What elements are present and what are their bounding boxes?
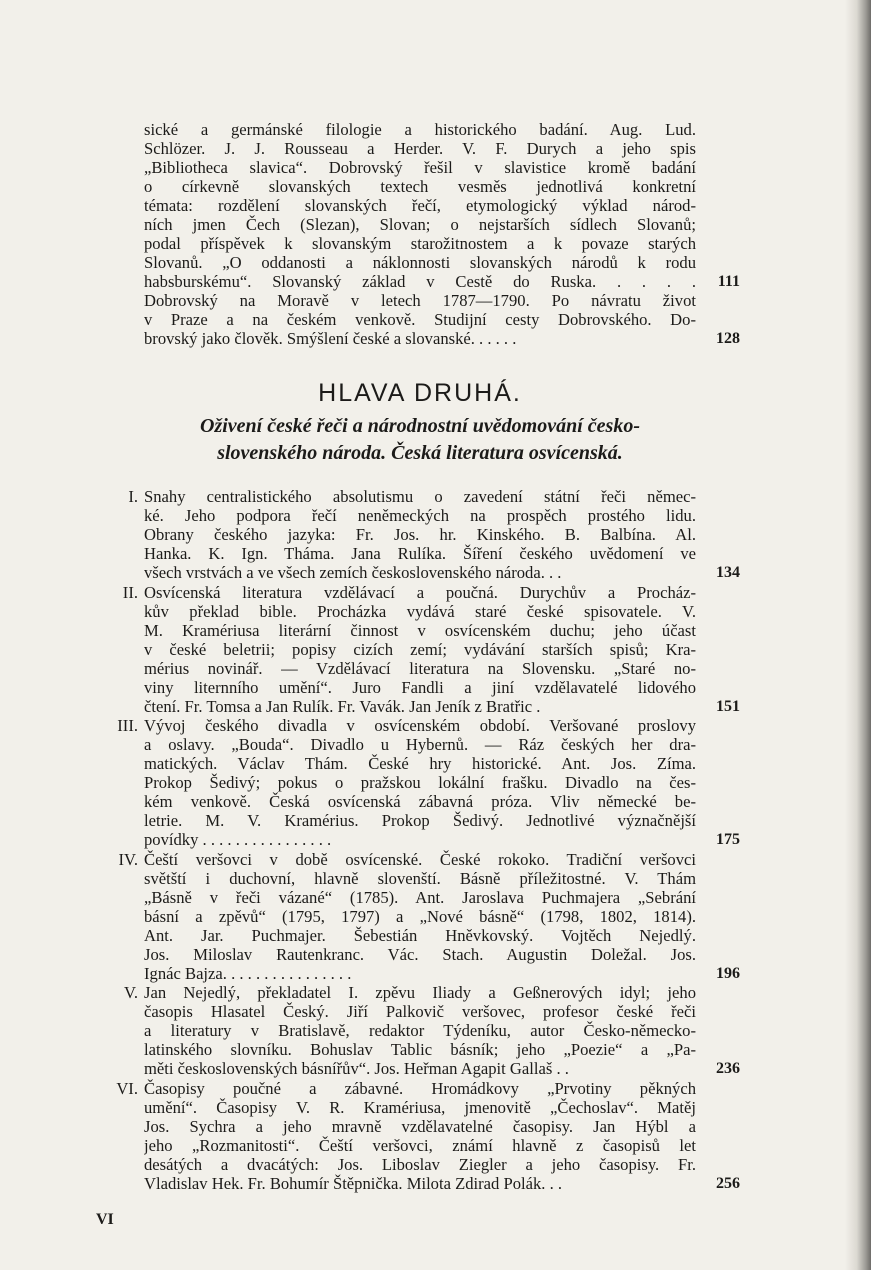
section-line: Ant. Jar. Puchmajer. Šebestián Hněvkovský. Vojtěch Nejedlý. xyxy=(144,926,696,945)
page-reference: 236 xyxy=(716,1060,740,1077)
section-line: a literatury v Bratislavě, redaktor Týdeníku, autor Česko-německo- xyxy=(144,1021,696,1040)
section-line: Vladislav Hek. Fr. Bohumír Štěpnička. Milota Zdirad Polák. . . xyxy=(144,1174,563,1193)
section-line: a oslavy. „Bouda“. Divadlo u Hybernů. — Ráz českých her dra- xyxy=(144,735,696,754)
section-line: Hanka. K. Ign. Tháma. Jana Rulíka. Šíření českého uvědomení ve xyxy=(144,544,696,563)
chapter-subtitle-line: Oživení české řeči a národnostní uvědomování česko- xyxy=(200,415,640,437)
page-reference: 128 xyxy=(716,330,740,347)
intro-line: „Bibliotheca slavica“. Dobrovský řešil v slavistice kromě badání xyxy=(144,158,696,177)
section-line: kův překlad bible. Procházka vydává staré české spisovatele. V. xyxy=(144,602,696,621)
section-line: Vývoj českého divadla v osvícenském období. Veršované proslovy xyxy=(144,716,696,735)
section-line: Jos. Sychra a jeho mravně vzdělavatelné časopisy. Jan Hýbl a xyxy=(144,1117,696,1136)
page-reference: 134 xyxy=(716,564,740,581)
section-line: viny liternního umění“. Juro Fandli a jiní vzdělavatelé lidového xyxy=(144,678,696,697)
intro-line: habsburskému“. Slovanský základ v Cestě do Ruska. . . . . xyxy=(144,272,696,291)
intro-line: o církevně slovanských textech vesměs jednotlivá konkretní xyxy=(144,177,696,196)
section-numeral: V. xyxy=(124,983,138,1002)
section-numeral: III. xyxy=(117,716,138,735)
section-line: v české beletrii; popisy cizích zemí; vydávání starších spisů; Kra- xyxy=(144,640,696,659)
intro-line: ních jmen Čech (Slezan), Slovan; o nejstarších sídlech Slovanů; xyxy=(144,215,696,234)
section-line: všech vrstvách a ve všech zemích československého národa. . . xyxy=(144,563,562,582)
page-folio: VI xyxy=(96,1211,114,1228)
intro-line: sické a germánské filologie a historického badání. Aug. Lud. xyxy=(144,120,696,139)
intro-line: Schlözer. J. J. Rousseau a Herder. V. F. Durych a jeho spis xyxy=(144,139,696,158)
section-line: letrie. M. V. Kramérius. Prokop Šedivý. Jednotlivé význačnější xyxy=(144,811,696,830)
section-line: Snahy centralistického absolutismu o zavedení státní řeči němec- xyxy=(144,487,696,506)
section-line: časopis Hlasatel Český. Jiří Palkovič veršovec, profesor české řeči xyxy=(144,1002,696,1021)
page-reference: 256 xyxy=(716,1175,740,1192)
section-line: umění“. Časopisy V. R. Kramériusa, jmenovitě „Čechoslav“. Matěj xyxy=(144,1098,696,1117)
section-line: Čeští veršovci v době osvícenské. České rokoko. Tradiční veršovci xyxy=(144,850,696,869)
section-line: Jan Nejedlý, překladatel I. zpěvu Iliady a Geßnerových idyl; jeho xyxy=(144,983,696,1002)
intro-line: podal příspěvek k slovanským starožitnostem a k povaze starých xyxy=(144,234,696,253)
chapter-heading: HLAVA DRUHÁ. xyxy=(318,379,522,407)
section-line: M. Kramériusa literární činnost v osvícenském duchu; jeho účast xyxy=(144,621,696,640)
chapter-subtitle-line: slovenského národa. Česká literatura osvícenská. xyxy=(217,442,623,464)
section-numeral: II. xyxy=(122,583,138,602)
section-line: měti československých básnířův“. Jos. Heřman Agapit Gallaš . . xyxy=(144,1059,569,1078)
section-line: latinského slovníku. Bohuslav Tablic básník; jeho „Poezie“ a „Pa- xyxy=(144,1040,696,1059)
intro-line: témata: rozdělení slovanských řečí, etymologický výklad národ- xyxy=(144,196,696,215)
section-numeral: VI. xyxy=(116,1079,138,1098)
page-reference: 196 xyxy=(716,965,740,982)
section-line: čtení. Fr. Tomsa a Jan Rulík. Fr. Vavák. Jan Jeník z Bratřic . xyxy=(144,697,541,716)
section-line: Obrany českého jazyka: Fr. Jos. hr. Kinského. B. Balbína. Al. xyxy=(144,525,696,544)
section-line: matických. Václav Thám. České hry historické. Ant. Jos. Zíma. xyxy=(144,754,696,773)
section-line: „Básně v řeči vázané“ (1785). Ant. Jaroslava Puchmajera „Sebrání xyxy=(144,888,696,907)
section-line: Osvícenská literatura vzdělávací a poučná. Durychův a Procház- xyxy=(144,583,696,602)
page-reference: 151 xyxy=(716,698,740,715)
intro-line: brovský jako člověk. Smýšlení české a slovanské. . . . . . xyxy=(144,329,517,348)
intro-line: Dobrovský na Moravě v letech 1787—1790. Po návratu život xyxy=(144,291,696,310)
page-reference: 111 xyxy=(717,273,740,290)
section-numeral: I. xyxy=(128,487,138,506)
intro-line: v Praze a na českém venkově. Studijní cesty Dobrovského. Do- xyxy=(144,310,696,329)
section-line: desátých a dvacátých: Jos. Liboslav Ziegler a jeho časopisy. Fr. xyxy=(144,1155,696,1174)
section-line: světští i duchovní, hlavně slovenští. Básně příležitostné. V. Thám xyxy=(144,869,696,888)
section-numeral: IV. xyxy=(118,850,138,869)
section-line: mérius novinář. — Vzdělávací literatura na Slovensku. „Staré no- xyxy=(144,659,696,678)
section-line: Časopisy poučné a zábavné. Hromádkovy „Prvotiny pěkných xyxy=(144,1079,696,1098)
section-line: Ignác Bajza. . . . . . . . . . . . . . . . xyxy=(144,964,352,983)
section-line: Jos. Miloslav Rautenkranc. Vác. Stach. Augustin Doležal. Jos. xyxy=(144,945,696,964)
intro-line: Slovanů. „O oddanosti a náklonnosti slovanských národů k rodu xyxy=(144,253,696,272)
section-line: ké. Jeho podpora řečí neněmeckých na prospěch prostého lidu. xyxy=(144,506,696,525)
section-line: básní a zpěvů“ (1795, 1797) a „Nové básně“ (1798, 1802, 1814). xyxy=(144,907,696,926)
section-line: kém venkově. Česká osvícenská zábavná próza. Vliv německé be- xyxy=(144,792,696,811)
section-line: jeho „Rozmanitosti“. Čeští veršovci, známí hlavně z časopisů let xyxy=(144,1136,696,1155)
section-line: povídky . . . . . . . . . . . . . . . . xyxy=(144,830,332,849)
section-line: Prokop Šedivý; pokus o pražskou lokální frašku. Divadlo na čes- xyxy=(144,773,696,792)
page-reference: 175 xyxy=(716,831,740,848)
